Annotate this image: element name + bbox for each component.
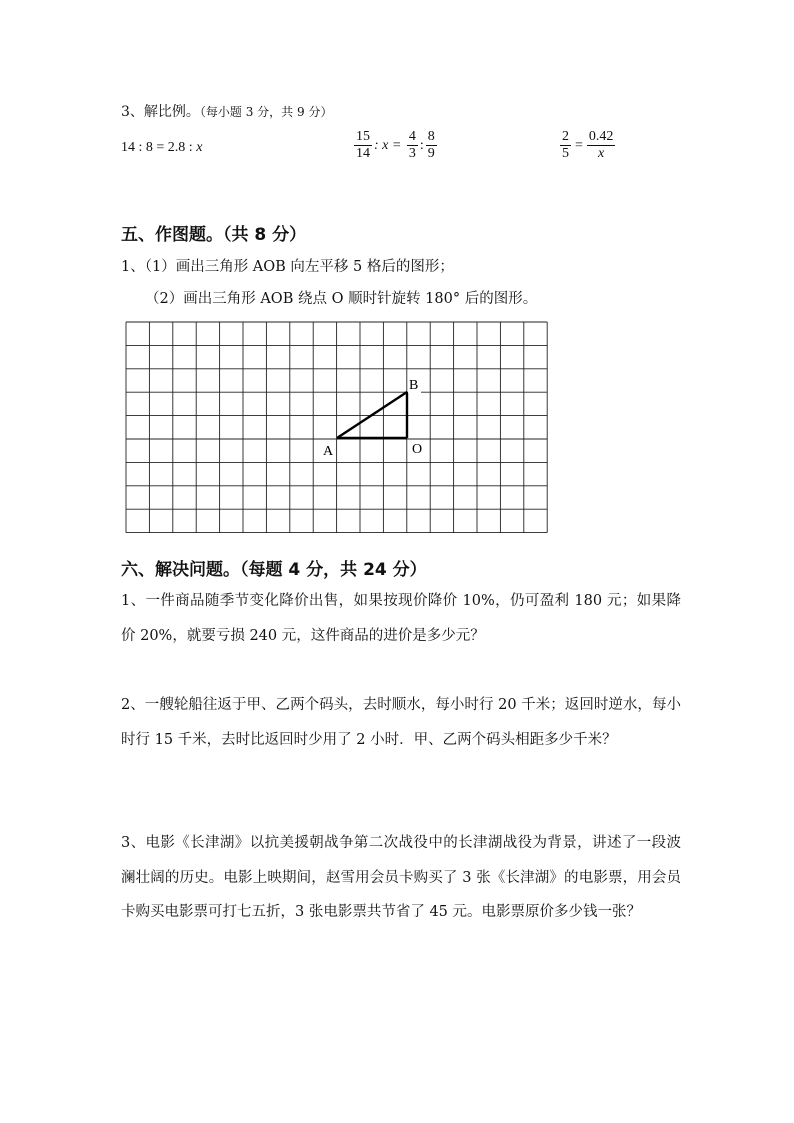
section5-q1-part2: （2）画出三角形 AOB 绕点 O 顺时针旋转 180° 后的图形。 (145, 291, 538, 307)
equation-1-text: 14 : 8 = 2.8 : (121, 140, 197, 155)
equation-1-variable: x (196, 140, 203, 155)
equation-1 (121, 140, 202, 156)
problem-2: 2、一艘轮船往返于甲、乙两个码头，去时顺水，每小时行 20 千米；返回时逆水，每小时行 15 千米，去时比返回时少用了 2 小时．甲、乙两个码头相距多少千米？ (121, 697, 681, 748)
section5-heading (121, 220, 306, 245)
fraction-2-5: $\frac{2}{5}$ (562, 129, 569, 162)
fraction-15-14: $\frac{15}{14}$ (356, 129, 370, 162)
section3-note: （每小题 3 分，共 9 分） (199, 105, 333, 119)
equation-2-mid: : x = (374, 137, 405, 153)
equation-2: $\frac{15}{14}$ : x = $\frac{4}{3}$ : $\frac{8}{9}$ (356, 129, 435, 162)
section5-title: 五、作图题。 (121, 225, 223, 245)
fraction-042-x: $\frac{0.42}{x}$ (588, 129, 614, 162)
equation-3: $\frac{2}{5}$ = $\frac{0.42}{x}$ (562, 129, 614, 162)
triangle-side-ab (337, 392, 407, 438)
fraction-8-9: $\frac{8}{9}$ (427, 129, 435, 162)
problem-1: 1、一件商品随季节变化降价出售，如果按现价降价 10%，仍可盈利 180 元；如果降价 20%，就要亏损 240 元，这件商品的进价是多少元？ (121, 593, 681, 644)
drawing-grid (125, 320, 550, 536)
problem-3: 3、电影《长津湖》以抗美援朝战争第二次战役中的长津湖战役为背景，讲述了一段波澜壮阔的历史。电影上映期间，赵雪用会员卡购买了 3 张《长津湖》的电影票，用会员卡购买电影票可打七五折，3 张电影票共节省了 45 元。电影票原价多少钱一张？ (121, 835, 681, 920)
section6-points: （每题 4 分，共 24 分） (240, 560, 427, 580)
section6-title: 六、解决问题。 (121, 560, 240, 580)
fraction-4-3: $\frac{4}{3}$ (408, 129, 416, 162)
section3-heading (121, 101, 332, 121)
section5-points: （共 8 分） (223, 225, 307, 245)
label-b: B (409, 378, 419, 393)
grid-lines (126, 322, 547, 533)
label-a: A (323, 444, 334, 459)
section3-title: 3、解比例。 (121, 104, 200, 120)
section5-q1-part1: 1、（1）画出三角形 AOB 向左平移 5 格后的图形； (121, 259, 454, 275)
section6-heading (121, 555, 427, 580)
label-o: O (412, 442, 423, 457)
